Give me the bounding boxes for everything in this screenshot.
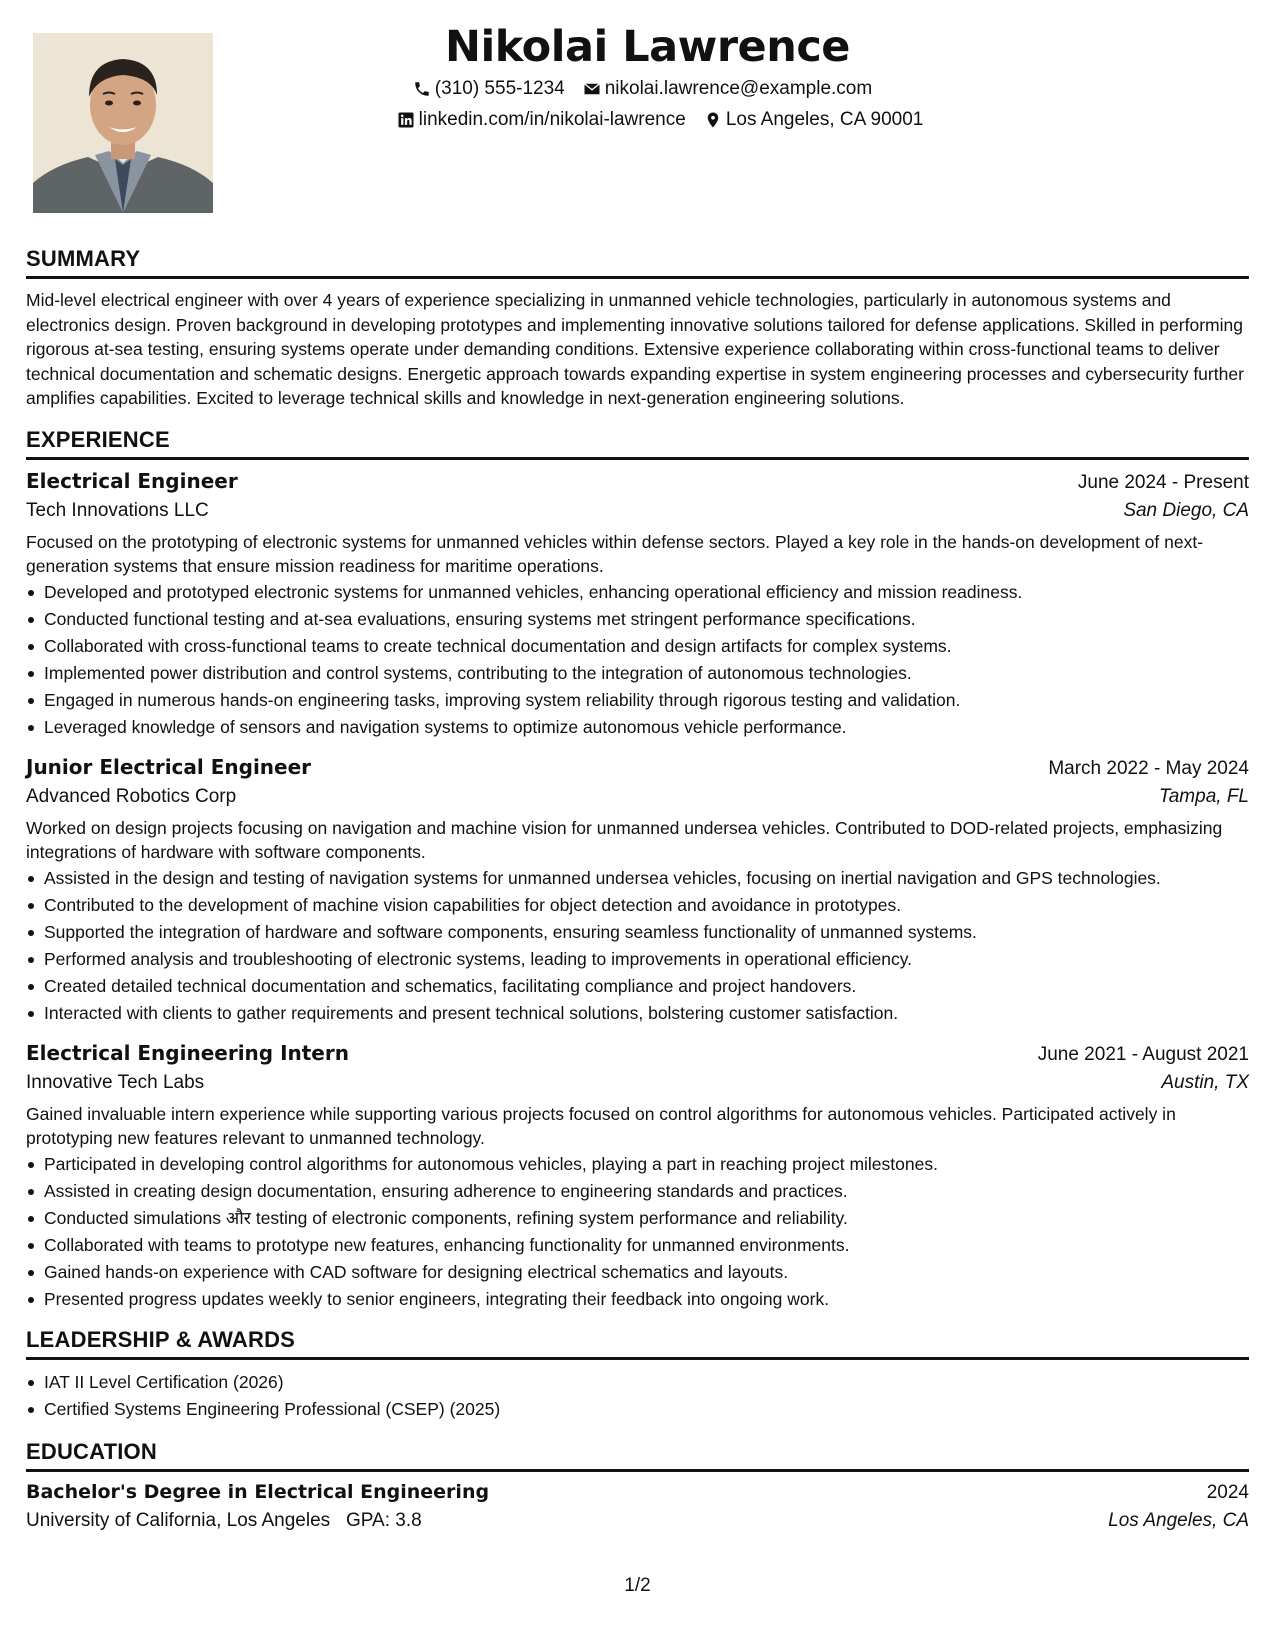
list-item: Presented progress updates weekly to senior engineers, integrating their feedback into ongoing work. bbox=[26, 1286, 1249, 1313]
school-name: University of California, Los Angeles bbox=[26, 1509, 331, 1531]
job-bullets bbox=[26, 579, 1249, 741]
map-pin-icon bbox=[704, 111, 722, 129]
list-item: Supported the integration of hardware and software components, ensuring seamless functionality of unmanned systems. bbox=[26, 919, 1249, 946]
list-item: Conducted functional testing and at-sea evaluations, ensuring systems met stringent performance specifications. bbox=[26, 606, 1249, 633]
contact-line-1 bbox=[10, 78, 1275, 100]
resume-header bbox=[0, 22, 1275, 131]
list-item: IAT II Level Certification (2026) bbox=[26, 1369, 1249, 1396]
education-entry bbox=[26, 1481, 1249, 1532]
job-location: San Diego, CA bbox=[1123, 499, 1249, 521]
list-item: Assisted in creating design documentation, ensuring adherence to engineering standards and practices. bbox=[26, 1178, 1249, 1205]
job-entry bbox=[26, 469, 1249, 741]
gpa: GPA: 3.8 bbox=[346, 1509, 422, 1531]
linkedin-contact[interactable] bbox=[397, 109, 686, 131]
education-heading: EDUCATION bbox=[26, 1439, 1249, 1472]
summary-text: Mid-level electrical engineer with over 4 years of experience specializing in unmanned vehicle technologies, particularly in autonomous systems and electronics design. Proven background in developing prototypes and implementing innovative solutions tailored for defense applications. Skilled in performing rigorous at-sea testing, ensuring systems operate under demanding conditions. Extensive experience collaborating within cross-functional teams to deliver technical documentation and schematic designs. Energetic approach towards expanding expertise in system engineering processes and cybersecurity further amplifies capabilities. Excited to leverage technical skills and knowledge in next-generation engineering solutions. bbox=[26, 290, 1244, 408]
job-description: Focused on the prototyping of electronic systems for unmanned vehicles within defense sectors. Played a key role in the hands-on development of next-generation systems that ensure mission readiness for maritime operations. bbox=[26, 531, 1204, 576]
envelope-icon bbox=[583, 80, 601, 98]
email-address[interactable]: nikolai.lawrence@example.com bbox=[604, 78, 873, 99]
job-entry bbox=[26, 1041, 1249, 1313]
awards-list bbox=[26, 1369, 1249, 1423]
list-item: Performed analysis and troubleshooting of electronic systems, leading to improvements in operational efficiency. bbox=[26, 946, 1249, 973]
graduation-year: 2024 bbox=[1206, 1481, 1249, 1503]
linkedin-url[interactable]: linkedin.com/in/nikolai-lawrence bbox=[418, 109, 686, 130]
job-title: Junior Electrical Engineer bbox=[26, 754, 312, 779]
job-bullets bbox=[26, 1151, 1249, 1313]
job-company: Tech Innovations LLC bbox=[26, 499, 209, 521]
job-title: Electrical Engineering Intern bbox=[26, 1040, 349, 1065]
list-item: Assisted in the design and testing of navigation systems for unmanned undersea vehicles, focusing on inertial navigation and GPS technologies. bbox=[26, 865, 1249, 892]
email-contact[interactable] bbox=[583, 78, 872, 100]
list-item: Leveraged knowledge of sensors and navigation systems to optimize autonomous vehicle performance. bbox=[26, 714, 1249, 741]
phone-contact bbox=[413, 78, 565, 100]
linkedin-icon bbox=[397, 111, 415, 129]
job-description: Gained invaluable intern experience while supporting various projects focused on control algorithms for autonomous vehicles. Participated actively in prototyping new features relevant to unmanned technology. bbox=[26, 1103, 1176, 1148]
job-title: Electrical Engineer bbox=[26, 468, 238, 493]
phone-number: (310) 555-1234 bbox=[434, 78, 565, 99]
summary-heading: SUMMARY bbox=[26, 246, 1249, 279]
job-company: Innovative Tech Labs bbox=[26, 1071, 205, 1093]
list-item: Collaborated with teams to prototype new features, enhancing functionality for unmanned environments. bbox=[26, 1232, 1249, 1259]
list-item: Participated in developing control algorithms for autonomous vehicles, playing a part in reaching project milestones. bbox=[26, 1151, 1249, 1178]
list-item: Interacted with clients to gather requirements and present technical solutions, bolstering customer satisfaction. bbox=[26, 1000, 1249, 1027]
candidate-name: Nikolai Lawrence bbox=[445, 22, 850, 72]
job-company: Advanced Robotics Corp bbox=[26, 785, 237, 807]
list-item: Implemented power distribution and control systems, contributing to the integration of autonomous technologies. bbox=[26, 660, 1249, 687]
job-description: Worked on design projects focusing on navigation and machine vision for unmanned undersea vehicles. Contributed to DOD-related projects, emphasizing integrations of hardware with software components. bbox=[26, 817, 1223, 862]
page-number: 1/2 bbox=[624, 1575, 651, 1596]
job-bullets bbox=[26, 865, 1249, 1027]
job-dates: March 2022 - May 2024 bbox=[1048, 757, 1249, 779]
list-item: Developed and prototyped electronic systems for unmanned vehicles, enhancing operational efficiency and mission readiness. bbox=[26, 579, 1249, 606]
job-entry bbox=[26, 755, 1249, 1027]
school-line bbox=[26, 1510, 422, 1532]
contact-line-2 bbox=[45, 109, 1275, 131]
list-item: Gained hands-on experience with CAD software for designing electrical schematics and layouts. bbox=[26, 1259, 1249, 1286]
list-item: Contributed to the development of machine vision capabilities for object detection and avoidance in prototypes. bbox=[26, 892, 1249, 919]
experience-heading: EXPERIENCE bbox=[26, 427, 1249, 460]
degree: Bachelor's Degree in Electrical Engineering bbox=[26, 1480, 490, 1503]
list-item: Conducted simulations और testing of electronic components, refining system performance and reliability. bbox=[26, 1205, 1249, 1232]
list-item: Certified Systems Engineering Professional (CSEP) (2025) bbox=[26, 1396, 1249, 1423]
school-location: Los Angeles, CA bbox=[1108, 1509, 1249, 1531]
location-contact bbox=[704, 109, 924, 131]
awards-heading: LEADERSHIP & AWARDS bbox=[26, 1327, 1249, 1360]
resume-body bbox=[26, 246, 1249, 1532]
job-location: Tampa, FL bbox=[1158, 785, 1249, 807]
phone-icon bbox=[413, 80, 431, 98]
list-item: Collaborated with cross-functional teams to create technical documentation and design artifacts for complex systems. bbox=[26, 633, 1249, 660]
job-location: Austin, TX bbox=[1161, 1071, 1249, 1093]
list-item: Created detailed technical documentation and schematics, facilitating compliance and project handovers. bbox=[26, 973, 1249, 1000]
list-item: Engaged in numerous hands-on engineering tasks, improving system reliability through rigorous testing and validation. bbox=[26, 687, 1249, 714]
location-text: Los Angeles, CA 90001 bbox=[725, 109, 924, 130]
job-dates: June 2024 - Present bbox=[1077, 471, 1249, 493]
job-dates: June 2021 - August 2021 bbox=[1037, 1043, 1249, 1065]
